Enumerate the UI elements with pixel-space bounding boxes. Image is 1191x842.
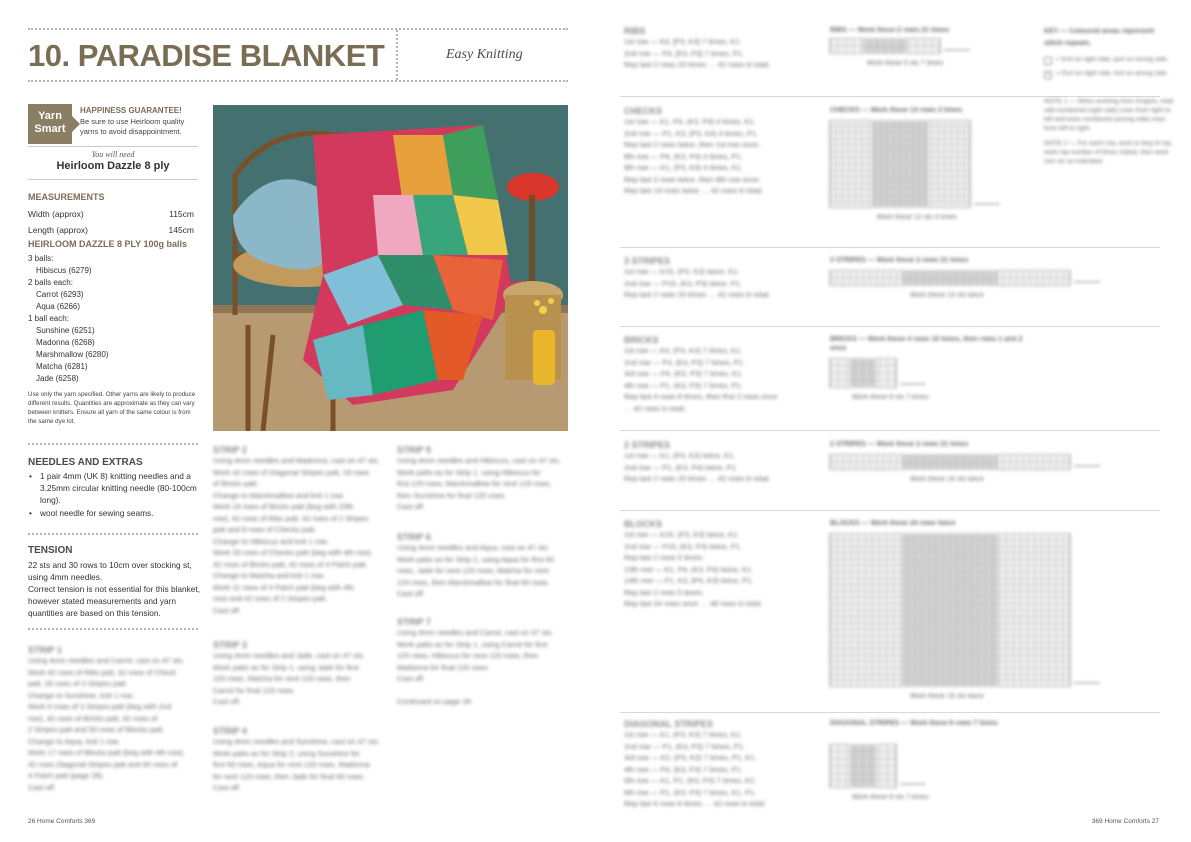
strip-title: STRIP 6 bbox=[397, 532, 431, 542]
strip-line: Continued on page 28 bbox=[397, 697, 471, 706]
key-line: = Knit on right side, purl on wrong side. bbox=[1056, 56, 1169, 63]
pattern-line: Rep last 2 rows 5 times. bbox=[624, 587, 705, 597]
strip-instructions bbox=[28, 645, 200, 793]
strip-text bbox=[397, 627, 569, 708]
pattern-line: 2nd row — P15, (K3, P3) twice, P1. bbox=[624, 278, 742, 288]
measurement-label: Length (approx) bbox=[28, 225, 89, 235]
pattern-title: 3 STRIPES bbox=[624, 256, 671, 266]
strip-instructions bbox=[213, 640, 385, 708]
strip-line: first 60 rows, Aqua for next 120 rows, Madonna bbox=[213, 760, 370, 769]
pattern-line: Rep last 2 rows 5 times. bbox=[624, 553, 705, 562]
chart-note: Work these 14 sts twice bbox=[910, 292, 984, 299]
pattern-title: RIBS bbox=[624, 26, 646, 36]
knitting-chart bbox=[824, 454, 1104, 470]
pattern-line: Rep last 2 rows 20 times … 42 rows in total. bbox=[624, 60, 771, 69]
strip-line: Work patts as for Strip 1, using Jade for first bbox=[213, 662, 359, 672]
left-page bbox=[0, 0, 595, 842]
chart-title: 2 STRIPES — Work these 2 rows 21 times bbox=[830, 441, 969, 448]
pattern-line: Rep last 14 rows twice … 42 rows in total. bbox=[624, 186, 764, 195]
strip-line: rows, Jade for next 120 rows, Matcha for next bbox=[397, 566, 549, 575]
measurements-title: MEASUREMENTS bbox=[28, 192, 105, 202]
key-line: = Purl on right side, knit on wrong side. bbox=[1056, 70, 1169, 77]
pattern-line: 6th row — P1, (K3, P3) 7 times, K1, P1. bbox=[624, 787, 757, 797]
strip-line: Cast off. bbox=[28, 782, 56, 792]
measurement-label: Width (approx) bbox=[28, 209, 84, 219]
chart-title: RIBS — Work these 2 rows 21 times bbox=[830, 27, 950, 34]
strip-line: Change to Marshmallow and knit 1 row. bbox=[213, 490, 345, 500]
pattern-instructions bbox=[624, 519, 804, 610]
chart-note: Work these 6 sts 7 times bbox=[852, 794, 929, 801]
strip-line: 42 rows Diagonal Stripes patt and 60 rows of bbox=[28, 759, 178, 769]
pattern-title: BLOCKS bbox=[624, 519, 662, 529]
pattern-line: 8th row — P4, (K3, P4) 4 times, P1. bbox=[624, 151, 743, 161]
pattern-line: Rep last 2 rows 20 times … 42 rows in total. bbox=[624, 290, 771, 299]
pattern-line: Rep last 4 rows 9 times, then first 2 rows once bbox=[624, 392, 778, 401]
chart-key bbox=[1044, 26, 1174, 166]
pattern-line: 3rd row — K2, (P3, K3) 7 times, P1, K1. bbox=[624, 753, 757, 762]
strip-line: Using 4mm needles and Sunshine, cast on 47 sts. bbox=[213, 737, 380, 746]
section-divider bbox=[620, 510, 1160, 511]
strip-line: Cast off. bbox=[213, 605, 241, 615]
strip-line: row) and 42 rows of 2 Stripes patt. bbox=[213, 594, 328, 603]
strip-title: STRIP 1 bbox=[28, 645, 62, 655]
strip-line: of Bricks patt. bbox=[213, 479, 259, 488]
strip-instructions bbox=[213, 445, 385, 616]
measurement-row bbox=[28, 209, 194, 219]
pattern-line: 2nd row — P1, (K3, P4) twice, P1. bbox=[624, 462, 738, 472]
pattern-line: 1st row — K15, (P3, K3) twice, K1. bbox=[624, 530, 740, 539]
strip-line: Work 11 rows of 4 Patch patt (beg with 4th bbox=[213, 582, 354, 592]
knitting-chart bbox=[824, 38, 974, 54]
pattern-line: Rep last 24 rows once … 48 rows in total. bbox=[624, 599, 763, 608]
strip-line: 120 rows, Hibiscus for next 120 rows, then bbox=[397, 651, 539, 660]
strip-line: Work 33 rows of Checks patt (beg with 4th row), bbox=[213, 548, 373, 557]
strip-line: Change to Aqua, knit 1 row. bbox=[28, 736, 120, 746]
strip-line: 120 rows, Matcha for next 120 rows, then bbox=[213, 674, 351, 683]
section-divider bbox=[620, 247, 1160, 248]
pattern-line: 1st row — K1, P4, (K3, P4) 4 times, K1. bbox=[624, 117, 756, 126]
chart-title: DIAGONAL STRIPES — Work these 6 rows 7 times bbox=[830, 720, 998, 727]
strip-line: Work patts as for Strip 2, using Sunshine for bbox=[213, 748, 360, 758]
strip-title: STRIP 2 bbox=[213, 445, 247, 455]
chart-title: 3 STRIPES — Work these 2 rows 21 times bbox=[830, 257, 969, 264]
strip-line: Work 42 rows of Ribs patt, 42 rows of Check bbox=[28, 667, 176, 677]
pattern-instructions bbox=[624, 26, 804, 71]
strip-title: STRIP 3 bbox=[213, 640, 247, 650]
right-page bbox=[596, 0, 1191, 842]
chart-title: BRICKS — Work these 4 rows 10 times, then rows 1 and 2 once bbox=[830, 336, 1023, 352]
pattern-instructions bbox=[624, 256, 804, 301]
strip-line: Change to Hibiscus and knit 1 row. bbox=[213, 536, 329, 546]
knit-symbol-icon bbox=[1044, 57, 1052, 65]
blanket-photo bbox=[213, 105, 568, 431]
strip-title: STRIP 7 bbox=[397, 617, 431, 627]
yarn-list-item: Carrot (6293) bbox=[36, 290, 84, 299]
knitting-chart bbox=[824, 270, 1104, 286]
strip-line: Cast off. bbox=[397, 502, 425, 511]
strip-line: row), 42 rows of Bricks patt, 42 rows of bbox=[28, 713, 158, 723]
pattern-title: DIAGONAL STRIPES bbox=[624, 719, 713, 729]
you-will-need-value: Heirloom Dazzle 8 ply bbox=[56, 160, 170, 172]
strip-text bbox=[213, 650, 385, 708]
tension-text bbox=[28, 559, 200, 619]
strip-line: Using 4mm needles and Carrot, cast on 47 sts. bbox=[28, 656, 185, 665]
yarn-list bbox=[28, 253, 198, 385]
yarn-list-item: 2 balls each: bbox=[28, 278, 73, 287]
knitting-chart bbox=[824, 533, 1104, 687]
strip-instructions bbox=[397, 617, 569, 708]
key-note: NOTE 1 — When working from Graphs, read odd numbered (right side) rows from right to left and even numbered (wrong side) rows from left to right. bbox=[1044, 98, 1174, 132]
strip-line: patt and 8 rows of Checks patt. bbox=[213, 525, 317, 534]
strip-line: 4 Patch patt (page 28). bbox=[28, 771, 105, 780]
needles-item: • wool needle for sewing seams. bbox=[28, 507, 198, 519]
page-header bbox=[28, 28, 568, 82]
pattern-line: 1st row — K4, (P3, K3) 7 times, K1. bbox=[624, 346, 743, 355]
yarn-list-item: Jade (6258) bbox=[36, 374, 79, 383]
dotted-divider bbox=[28, 533, 198, 535]
strip-line: then Sunshine for final 120 rows. bbox=[397, 490, 507, 500]
strip-line: 120 rows, then Marshmallow for final 60 rows. bbox=[397, 577, 550, 587]
pattern-title: CHECKS bbox=[624, 106, 663, 116]
dotted-divider bbox=[28, 628, 198, 630]
strip-line: Using 4mm needles and Hibiscus, cast on 47 sts. bbox=[397, 456, 561, 465]
strip-instructions bbox=[397, 445, 569, 513]
strip-text bbox=[213, 736, 385, 794]
strip-line: Madonna for final 120 rows. bbox=[397, 662, 490, 672]
strip-line: Work 5 rows of 3 Stripes patt (beg with 2nd bbox=[28, 702, 172, 711]
yarn-title: HEIRLOOM DAZZLE 8 PLY 100g balls bbox=[28, 239, 188, 249]
pattern-line: 1st row — K1, (P3, K3) 7 times, K1. bbox=[624, 730, 743, 739]
pattern-instructions bbox=[624, 719, 804, 810]
page-number-left: 26 Home Comforts 369 bbox=[28, 818, 96, 825]
strip-line: Using 4mm needles and Madonna, cast on 47 sts. bbox=[213, 456, 380, 465]
strip-line: 42 rows of Bricks patt, 42 rows of 4 Patch patt. bbox=[213, 559, 368, 569]
strip-line: Cast off. bbox=[213, 783, 241, 792]
pattern-line: 2nd row — P15, (K3, P3) twice, P1. bbox=[624, 541, 742, 551]
strip-line: Change to Matcha and knit 1 row. bbox=[213, 571, 325, 580]
key-title: KEY — Coloured areas represent stitch repeats. bbox=[1044, 28, 1154, 47]
strip-line: patt, 26 rows of 3 Stripes patt. bbox=[28, 679, 128, 688]
yarn-list-item: 3 balls: bbox=[28, 254, 54, 263]
pattern-line: 4th row — P4, (K3, P3) 7 times, P1. bbox=[624, 764, 743, 774]
strip-line: Using 4mm needles and Aqua, cast on 47 sts. bbox=[397, 543, 550, 552]
strip-instructions bbox=[397, 532, 569, 600]
pattern-line: … 42 rows in total. bbox=[624, 403, 687, 413]
divider bbox=[28, 179, 198, 180]
yarn-list-item: Sunshine (6251) bbox=[36, 326, 95, 335]
strip-line: Cast off. bbox=[213, 697, 241, 706]
yarn-list-item: 1 ball each: bbox=[28, 314, 69, 323]
knitting-chart bbox=[824, 358, 930, 388]
pattern-line: 2nd row — P4, [K3, P3] 7 times, P1. bbox=[624, 48, 745, 58]
needles-title: NEEDLES AND EXTRAS bbox=[28, 457, 143, 468]
strip-line: Work patts as for Strip 2, using Aqua for first 60 bbox=[397, 554, 555, 564]
chart-note: Work these 6 sts 7 times bbox=[852, 394, 929, 401]
page-number-right: 369 Home Comforts 27 bbox=[1091, 818, 1159, 825]
chart-title: CHECKS — Work these 14 rows 3 times bbox=[830, 107, 963, 114]
strip-line: Cast off. bbox=[397, 589, 425, 598]
measurement-value: 145cm bbox=[168, 225, 194, 235]
strip-line bbox=[397, 685, 569, 697]
knitting-chart bbox=[824, 744, 930, 788]
needles-item: • 1 pair 4mm (UK 8) knitting needles and a 3.25mm circular knitting needle (80-100cm long). bbox=[28, 470, 198, 506]
yarn-smart-badge: Yarn Smart bbox=[28, 104, 72, 144]
tension-line: 22 sts and 30 rows to 10cm over stocking st, using 4mm needles. bbox=[28, 560, 192, 582]
needles-list bbox=[28, 470, 198, 520]
pattern-line: 3rd row — P4, (K3, P3) 7 times, K1. bbox=[624, 369, 744, 378]
yarn-list-item: Matcha (6281) bbox=[36, 362, 88, 371]
yarn-note: Use only the yarn specified. Other yarns are likely to produce different results. Quantities are approximate as they can vary between knitters. Ensure all yarn of the same colour is from the same dye lot. bbox=[28, 391, 196, 425]
pattern-title: BRICKS bbox=[624, 335, 659, 345]
strip-text bbox=[397, 455, 569, 513]
strip-line: Work 24 rows of Bricks patt (beg with 20th bbox=[213, 502, 354, 511]
pattern-instructions bbox=[624, 106, 804, 197]
chart-note: Work these 6 sts 7 times bbox=[866, 60, 944, 67]
dotted-divider bbox=[28, 443, 198, 445]
yarn-list-item: Aqua (6266) bbox=[36, 302, 81, 311]
strip-line: Work 17 rows of Blocks patt (beg with 4th row), bbox=[28, 748, 185, 757]
section-divider bbox=[620, 430, 1160, 431]
pattern-line: Rep last 6 rows 6 times … 42 rows in total. bbox=[624, 799, 767, 808]
pattern-line: 13th row — K1, P4, (K3, P4) twice, K1. bbox=[624, 564, 754, 574]
strip-text bbox=[397, 542, 569, 600]
strip-instructions bbox=[213, 726, 385, 794]
strip-title: STRIP 5 bbox=[397, 445, 431, 455]
pattern-line: 2nd row — P4, (K3, P3) 7 times, P1. bbox=[624, 357, 745, 367]
strip-text bbox=[213, 455, 385, 616]
chart-note: Work these 16 sts twice bbox=[910, 476, 984, 483]
pattern-line: 9th row — K1, (P3, K4) 4 times, K1. bbox=[624, 163, 743, 172]
strip-line: Using 4mm needles and Carrot, cast on 47 sts. bbox=[397, 628, 554, 637]
strip-line: first 120 rows, Marshmallow for next 120 rows, bbox=[397, 479, 552, 488]
pattern-line: 5th row — K1, P1, (K3, P3) 7 times, K2. bbox=[624, 776, 757, 785]
strip-line: Work 42 rows of Diagonal Stripes patt, 18 rows bbox=[213, 467, 370, 477]
strip-line: Work patts as for Strip 1, using Carrot for first bbox=[397, 639, 548, 649]
strip-line: Cast off. bbox=[397, 674, 425, 683]
you-will-need-label: You will need bbox=[91, 150, 135, 159]
section-divider bbox=[620, 326, 1160, 327]
tension-title: TENSION bbox=[28, 545, 73, 556]
pattern-line: 1st row — K4, [P3, K3] 7 times, K1. bbox=[624, 37, 742, 46]
strip-line: for next 120 rows, then Jade for final 60 rows. bbox=[213, 771, 365, 781]
yarn-smart-box bbox=[28, 104, 198, 144]
yarn-smart-heading: HAPPINESS GUARANTEE! bbox=[80, 106, 182, 115]
yarn-smart-text: Be sure to use Heirloom quality yarns to avoid disappointment. bbox=[80, 117, 185, 136]
strip-line: Work patts as for Strip 1, using Hibiscus for bbox=[397, 467, 541, 477]
pattern-instructions bbox=[624, 335, 804, 414]
pattern-line: 14th row — P1, K3, (P4, K3) twice, P1. bbox=[624, 576, 754, 585]
strip-line: Carrot for final 120 rows. bbox=[213, 685, 296, 695]
knitting-chart bbox=[824, 120, 1004, 208]
pattern-line: Rep last 2 rows twice, then 8th row once. bbox=[624, 174, 761, 184]
pattern-instructions bbox=[624, 440, 804, 485]
yarn-list-item: Madonna (6268) bbox=[36, 338, 95, 347]
pattern-line: 2nd row — P1, K3, (P3, K4) 4 times, P1. bbox=[624, 128, 759, 138]
difficulty-label: Easy Knitting bbox=[446, 47, 523, 62]
key-note: NOTE 2 — For each row, work to beg of rep, work rep number of times stated, then work rem sts as indicated. bbox=[1044, 140, 1173, 165]
page-title: 10. PARADISE BLANKET bbox=[28, 38, 385, 73]
strip-line: row), 42 rows of Ribs patt, 42 rows of 2 Stripes bbox=[213, 513, 369, 523]
pattern-line: Rep last 2 rows 20 times … 42 rows in total. bbox=[624, 474, 771, 483]
yarn-list-item: Marshmallow (6280) bbox=[36, 350, 109, 359]
section-divider bbox=[620, 712, 1160, 713]
measurement-value: 115cm bbox=[169, 209, 194, 219]
header-divider bbox=[396, 30, 398, 80]
pattern-title: 2 STRIPES bbox=[624, 440, 671, 450]
strip-line: 2 Stripes patt and 50 rows of Blocks patt. bbox=[28, 725, 165, 734]
strip-text bbox=[28, 655, 200, 793]
chart-note: Work these 12 sts 4 times bbox=[876, 214, 958, 221]
purl-symbol-icon: • bbox=[1044, 71, 1052, 79]
pattern-line: 1st row — K1, (P4, K3) twice, K1. bbox=[624, 451, 736, 460]
chart-note: Work these 16 sts twice bbox=[910, 693, 984, 700]
strip-line: Using 4mm needles and Jade, cast on 47 sts. bbox=[213, 651, 365, 660]
pattern-line: 2nd row — P1, (K3, P3) 7 times, P1. bbox=[624, 741, 745, 751]
pattern-line: 4th row — P1, (K3, P3) 7 times, P1. bbox=[624, 380, 743, 390]
pattern-line: 1st row — K15, (P3, K3) twice, K1. bbox=[624, 267, 740, 276]
measurement-row bbox=[28, 225, 194, 235]
chart-title: BLOCKS — Work these 24 rows twice bbox=[830, 520, 956, 527]
strip-line: Change to Sunshine, knit 1 row. bbox=[28, 690, 134, 700]
strip-title: STRIP 4 bbox=[213, 726, 247, 736]
yarn-list-item: Hibiscus (6279) bbox=[36, 266, 92, 275]
divider bbox=[28, 146, 198, 147]
tension-line: Correct tension is not essential for this blanket, however stated measurements and yarn quantities are based on this tension. bbox=[28, 584, 201, 618]
pattern-line: Rep last 2 rows twice, then 1st row once. bbox=[624, 140, 761, 149]
